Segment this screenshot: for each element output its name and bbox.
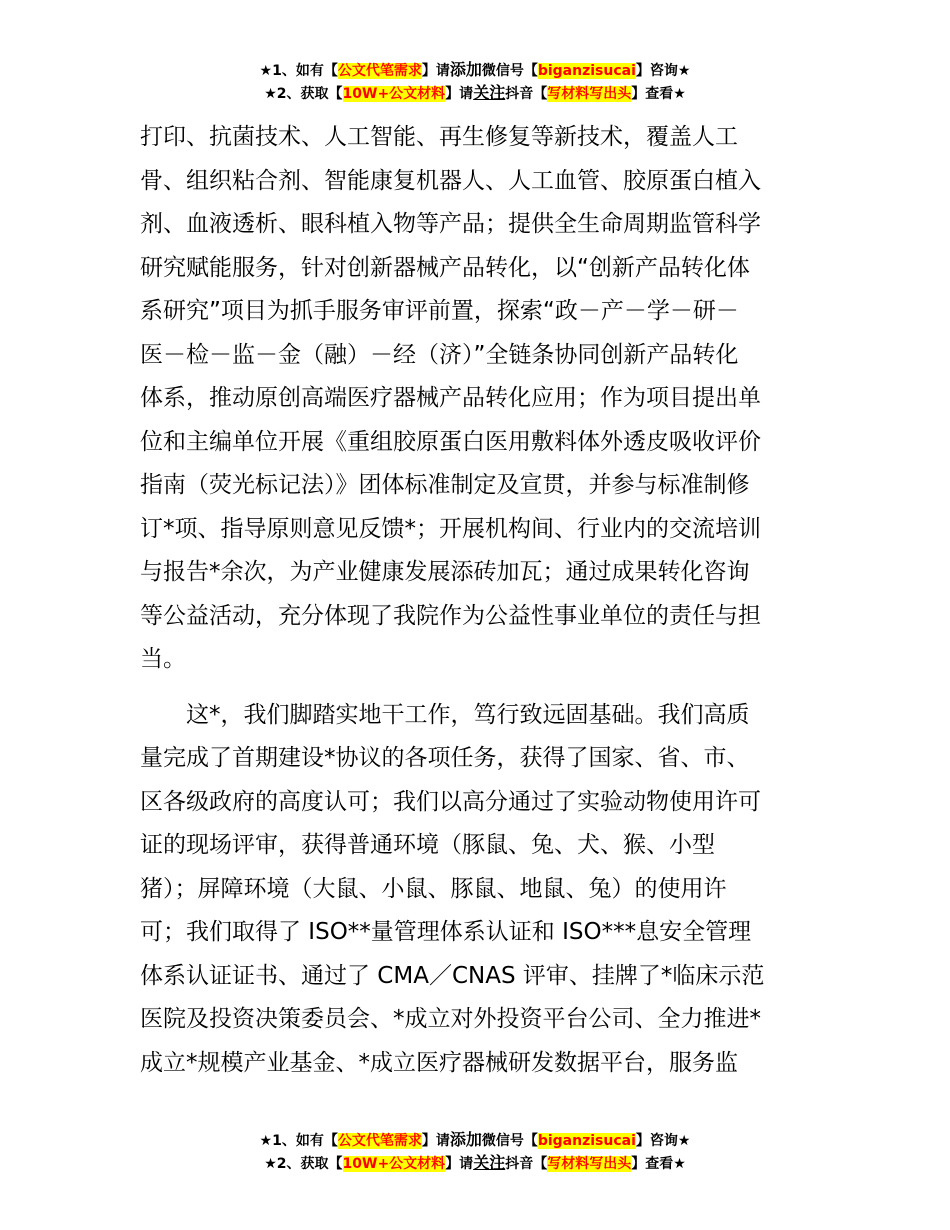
douyin-account-highlight: 写材料写出头 [547,1156,632,1172]
footer-line-2-prefix: ★2、获取【 [264,1156,343,1172]
text-line: 这*，我们脚踏实地干工作，笃行致远固基础。我们高质 [140,701,750,728]
text-line: 系研究”项目为抓手服务审评前置，探索“政－产－学－研－ [140,298,739,324]
text-line: 区各级政府的高度认可；我们以高分通过了实验动物使用许可 [140,788,761,815]
footer-line-2 [0,1152,950,1175]
materials-highlight: 10W+公文材料 [342,1156,446,1172]
text-line: 猪）；屏障环境（大鼠、小鼠、豚鼠、地鼠、兔）的使用许 [140,875,727,902]
footer-line-1-mid2: 微信号【 [481,1133,538,1149]
text-line: 打印、抗菌技术、人工智能、再生修复等新技术，覆盖人工 [140,124,738,150]
footer-line-1-suffix: 】咨询★ [635,1133,691,1149]
header-line-1-suffix: 】咨询★ [635,63,691,79]
header-line-2 [0,82,950,105]
footer-line-1 [0,1129,950,1152]
paragraph-1 [140,116,812,682]
footer-banner [0,1129,950,1175]
header-line-1-emphasis: 添加 [449,60,482,79]
wechat-id-highlight: biganzisucai [537,63,636,79]
text-line: 剂、血液透析、眼科植入物等产品；提供全生命周期监管科学 [140,211,761,237]
header-line-2-prefix: ★2、获取【 [264,86,343,102]
ghostwriting-highlight: 公文代笔需求 [337,63,422,79]
text-line: 骨、组织粘合剂、智能康复机器人、人工血管、胶原蛋白植入 [140,167,761,194]
text-line: 当。 [140,646,186,672]
header-line-1-mid: 】请 [421,63,450,79]
footer-line-1-emphasis: 添加 [449,1130,482,1149]
text-line: 医－检－监－金（融）－经（济）”全链条协同创新产品转化 [140,341,739,368]
footer-line-1-prefix: ★1、如有【 [259,1133,338,1149]
header-line-2-mid: 】请 [445,86,474,102]
materials-highlight: 10W+公文材料 [342,86,446,102]
text-line: 体系，推动原创高端医疗器械产品转化应用；作为项目提出单 [140,385,761,411]
text-line: 证的现场评审，获得普通环境（豚鼠、兔、犬、猴、小型 [140,832,715,858]
text-line: 等公益活动，充分体现了我院作为公益性事业单位的责任与担 [140,602,761,629]
text-line: 与报告*余次，为产业健康发展添砖加瓦；通过成果转化咨询 [140,559,750,585]
douyin-account-highlight: 写材料写出头 [547,86,632,102]
footer-line-2-emphasis: 关注 [473,1153,506,1172]
text-line: 体系认证证书、通过了 CMA／CNAS 评审、挂牌了*临床示范 [140,962,765,989]
footer-line-2-mid: 】请 [445,1156,474,1172]
paragraph-2 [140,694,812,1086]
header-line-2-suffix: 】查看★ [631,86,686,102]
text-line: 医院及投资决策委员会、*成立对外投资平台公司、全力推进* [140,1006,761,1032]
text-line: 研究赋能服务，针对创新器械产品转化，以“创新产品转化体 [140,254,750,281]
paragraph-gap [140,682,812,694]
document-body [140,116,812,1085]
header-line-1-prefix: ★1、如有【 [259,63,338,79]
wechat-id-highlight: biganzisucai [537,1133,636,1149]
text-line: 指南（荧光标记法）》团体标准制定及宣贯，并参与标准制修 [140,472,750,498]
header-line-1 [0,59,950,82]
ghostwriting-highlight: 公文代笔需求 [337,1133,422,1149]
header-line-1-mid2: 微信号【 [481,63,538,79]
footer-line-2-mid2: 抖音【 [505,1156,548,1172]
text-line: 位和主编单位开展《重组胶原蛋白医用敷料体外透皮吸收评价 [140,428,761,455]
text-line: 可；我们取得了 ISO**量管理体系认证和 ISO***息安全管理 [140,919,752,945]
header-line-2-emphasis: 关注 [473,83,506,102]
header-line-2-mid2: 抖音【 [505,86,548,102]
header-banner [0,59,950,105]
footer-line-2-suffix: 】查看★ [631,1156,686,1172]
text-line: 成立*规模产业基金、*成立医疗器械研发数据平台，服务监 [140,1049,738,1076]
footer-line-1-mid: 】请 [421,1133,450,1149]
text-line: 量完成了首期建设*协议的各项任务，获得了国家、省、市、 [140,745,750,771]
text-line: 订*项、指导原则意见反馈*；开展机构间、行业内的交流培训 [140,515,761,542]
